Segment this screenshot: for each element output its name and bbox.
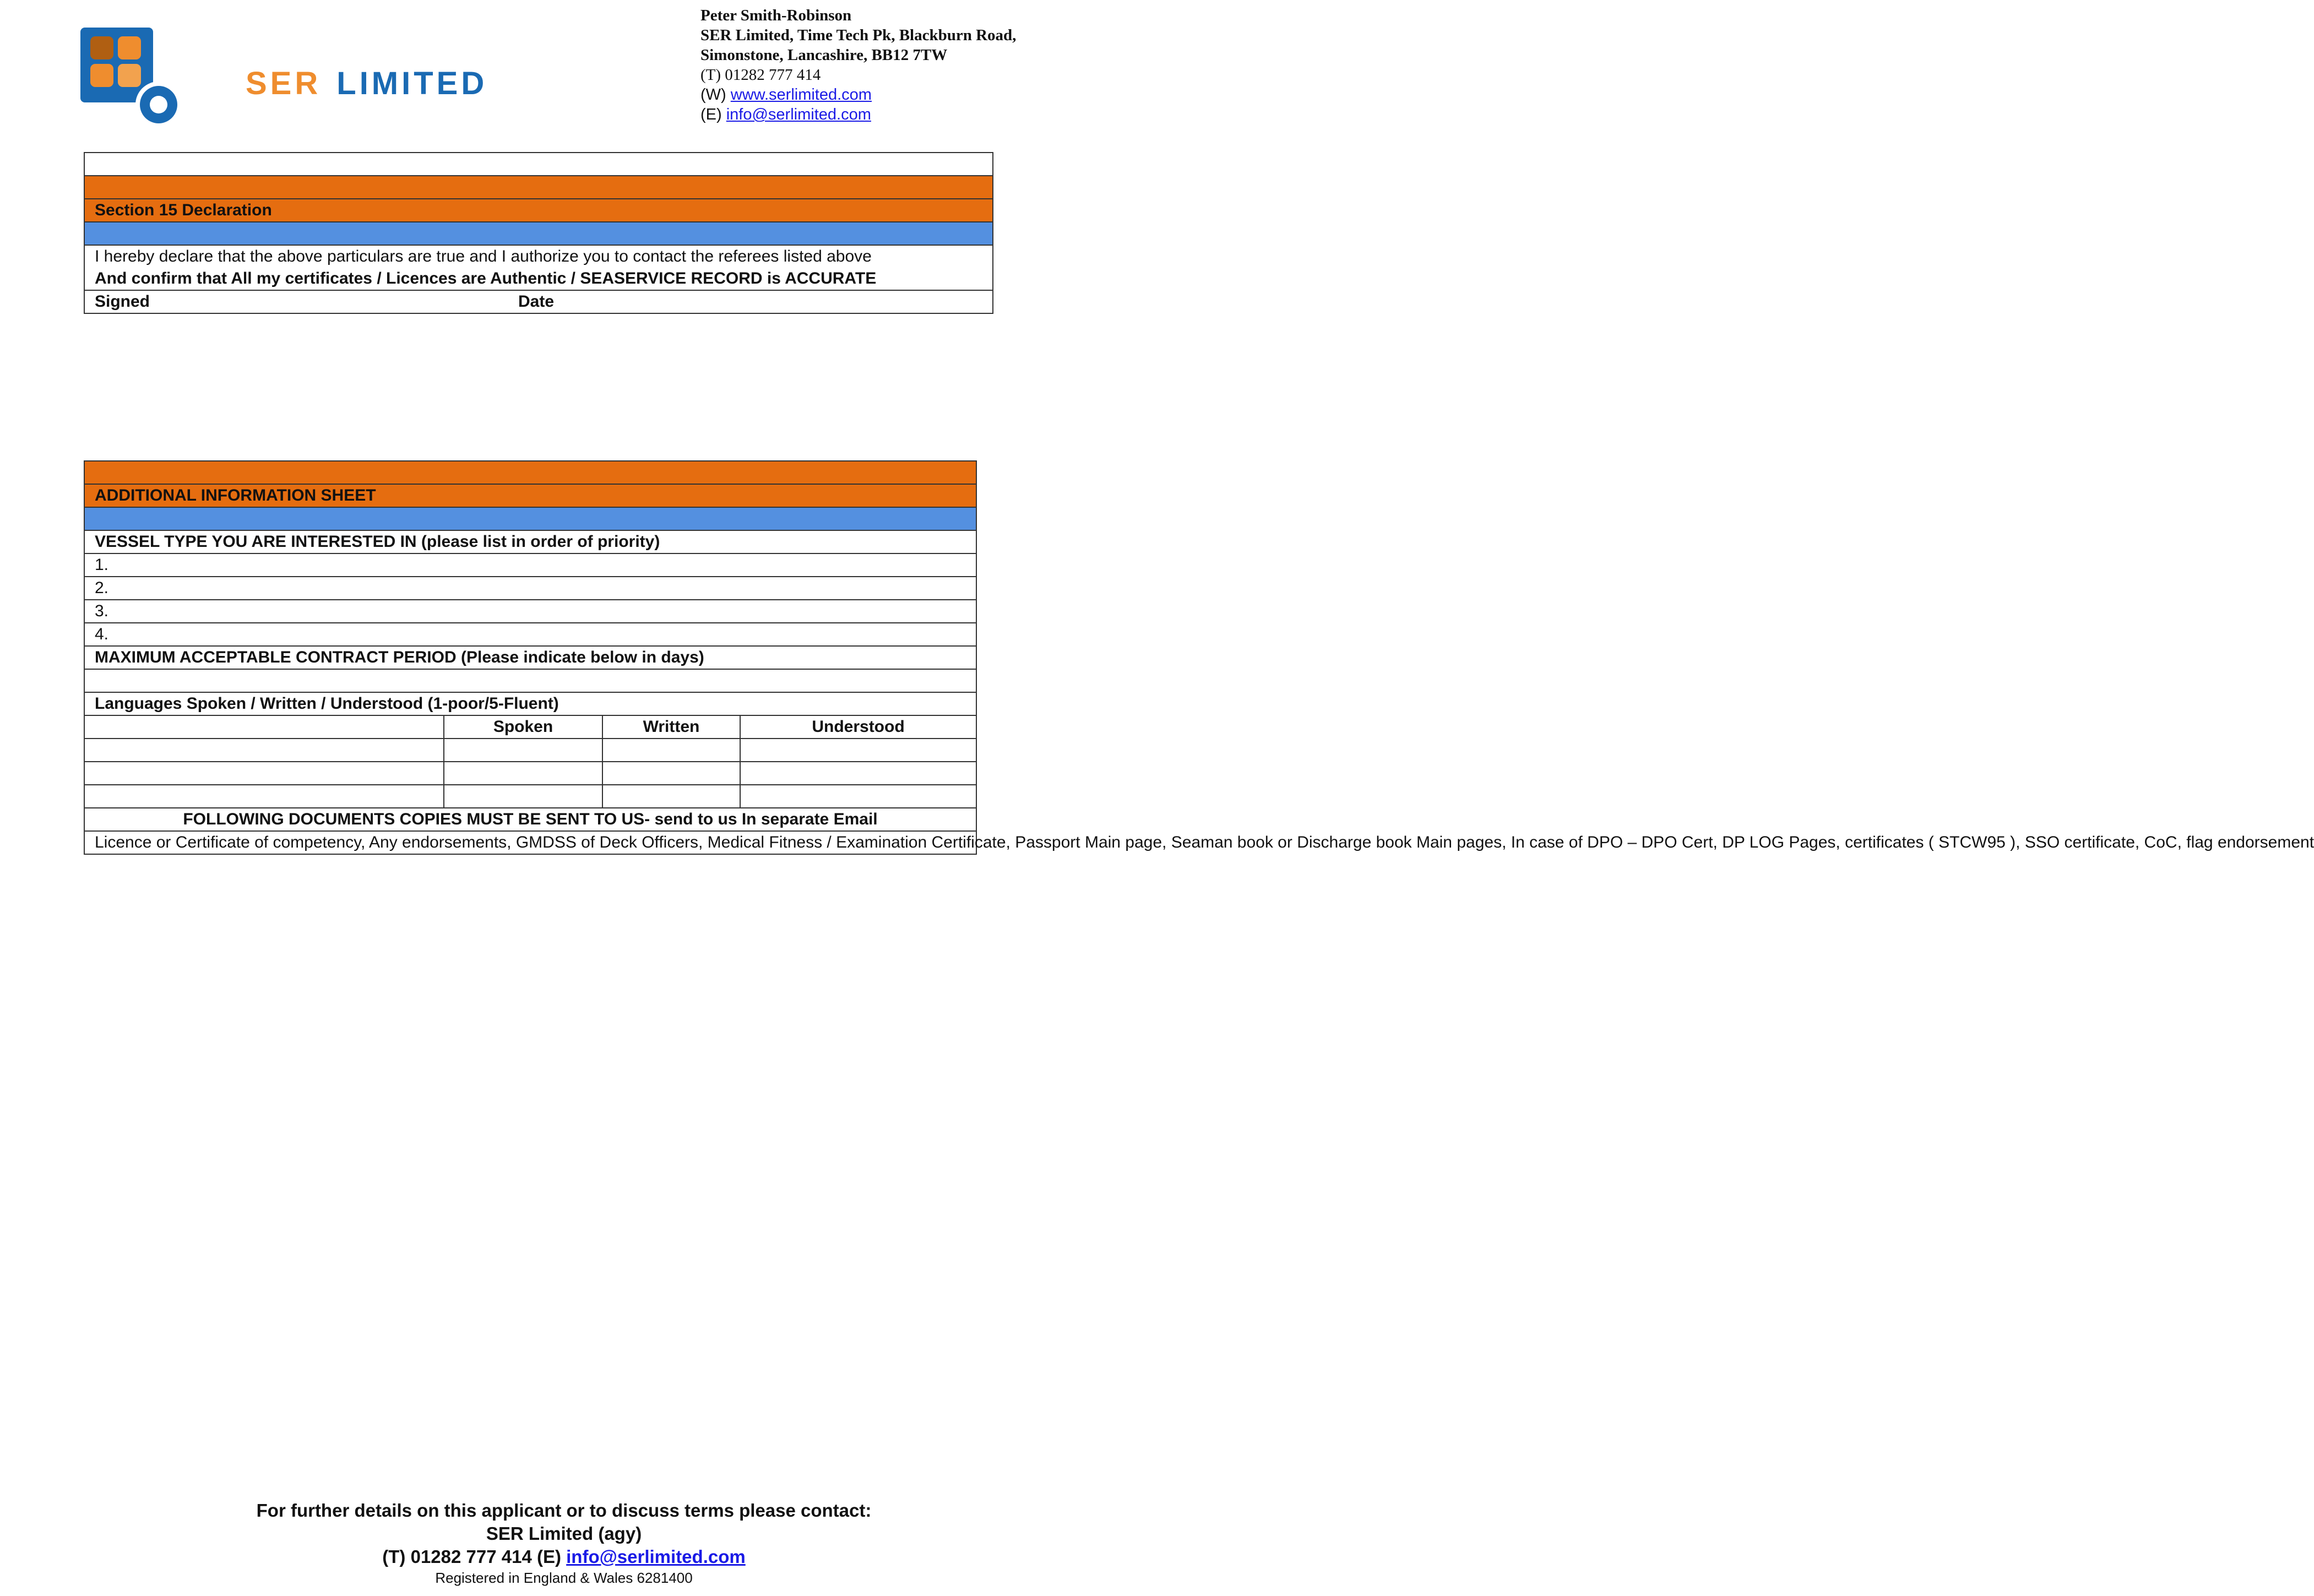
spoken-header: Spoken bbox=[444, 715, 602, 739]
additional-title-row bbox=[84, 484, 976, 507]
orange-band-cell bbox=[84, 176, 993, 199]
declaration-table bbox=[84, 152, 993, 314]
written-field[interactable] bbox=[602, 762, 740, 785]
written-header: Written bbox=[602, 715, 740, 739]
spoken-field[interactable] bbox=[444, 739, 602, 762]
languages-heading-row bbox=[84, 692, 976, 715]
language-name-field[interactable] bbox=[84, 739, 444, 762]
date-field[interactable]: Date bbox=[508, 290, 993, 313]
vessel-heading-row bbox=[84, 530, 976, 553]
vessel-row bbox=[84, 553, 976, 577]
vessel-field-4[interactable]: 4. bbox=[84, 623, 976, 646]
orange-band bbox=[84, 461, 976, 484]
company-logo bbox=[80, 26, 488, 131]
orange-band bbox=[84, 176, 993, 199]
contact-name: Peter Smith-Robinson bbox=[700, 7, 852, 24]
footer-email-link[interactable]: info@serlimited.com bbox=[566, 1546, 746, 1567]
language-row bbox=[84, 739, 976, 762]
website-link[interactable]: www.serlimited.com bbox=[730, 86, 872, 104]
language-name-header bbox=[84, 715, 444, 739]
vessel-row bbox=[84, 577, 976, 600]
documents-heading-row bbox=[84, 808, 976, 831]
vessel-row bbox=[84, 623, 976, 646]
contact-block bbox=[700, 6, 1016, 124]
understood-field[interactable] bbox=[740, 785, 976, 808]
documents-heading: FOLLOWING DOCUMENTS COPIES MUST BE SENT TO US- send to us In separate Email bbox=[84, 808, 976, 831]
footer bbox=[0, 1499, 1128, 1587]
blank-cell[interactable] bbox=[84, 153, 993, 176]
additional-title: ADDITIONAL INFORMATION SHEET bbox=[84, 484, 976, 507]
declaration-title: Section 15 Declaration bbox=[84, 199, 993, 222]
email-link[interactable]: info@serlimited.com bbox=[726, 106, 871, 123]
web-prefix: (W) bbox=[700, 86, 726, 104]
signature-row bbox=[84, 290, 993, 313]
footer-line-2: SER Limited (agy) bbox=[486, 1523, 642, 1544]
footer-line-1: For further details on this applicant or to discuss terms please contact: bbox=[256, 1500, 872, 1521]
additional-info-table bbox=[84, 460, 2314, 855]
languages-heading: Languages Spoken / Written / Understood (1-poor/5-Fluent) bbox=[84, 692, 976, 715]
spoken-field[interactable] bbox=[444, 785, 602, 808]
blue-band bbox=[84, 222, 993, 245]
language-name-field[interactable] bbox=[84, 762, 444, 785]
understood-header: Understood bbox=[740, 715, 976, 739]
blank-row bbox=[84, 153, 993, 176]
vessel-row bbox=[84, 600, 976, 623]
address-line-1: SER Limited, Time Tech Pk, Blackburn Road, bbox=[700, 26, 1017, 44]
declaration-line-1: I hereby declare that the above particulars are true and I authorize you to contact the referees listed above bbox=[95, 247, 872, 265]
declaration-text-cell bbox=[84, 245, 993, 290]
footer-registered: Registered in England & Wales 6281400 bbox=[435, 1570, 693, 1586]
contact-email-line bbox=[700, 105, 1016, 124]
address-line-2: Simonstone, Lancashire, BB12 7TW bbox=[700, 46, 948, 64]
contract-period-field[interactable] bbox=[84, 669, 976, 692]
blue-band bbox=[84, 507, 976, 530]
contact-phone: (T) 01282 777 414 bbox=[700, 66, 821, 84]
logo-ser-text: SER bbox=[246, 66, 322, 101]
email-prefix: (E) bbox=[700, 106, 722, 123]
logo-limited-text: LIMITED bbox=[336, 66, 488, 101]
contact-web-line bbox=[700, 85, 1016, 105]
language-row bbox=[84, 785, 976, 808]
logo-wordmark bbox=[246, 65, 487, 102]
vessel-field-2[interactable]: 2. bbox=[84, 577, 976, 600]
documents-text: Licence or Certificate of competency, Any endorsements, GMDSS of Deck Officers, Medical Fitness / Examination Certificate, Passport Main page, Seaman book or Discharge book Main pages, In case of DPO – DPO Cert, DP LOG Pages, certificates ( STCW95 ), SSO certificate, CoC, flag endorsement bbox=[84, 831, 976, 854]
blue-band-cell bbox=[84, 507, 976, 530]
written-field[interactable] bbox=[602, 739, 740, 762]
written-field[interactable] bbox=[602, 785, 740, 808]
language-name-field[interactable] bbox=[84, 785, 444, 808]
footer-phone: (T) 01282 777 414 (E) bbox=[382, 1546, 561, 1567]
understood-field[interactable] bbox=[740, 739, 976, 762]
signed-field[interactable]: Signed bbox=[84, 290, 508, 313]
vessel-field-1[interactable]: 1. bbox=[84, 553, 976, 577]
vessel-field-3[interactable]: 3. bbox=[84, 600, 976, 623]
languages-header-row bbox=[84, 715, 976, 739]
footer-line-3 bbox=[0, 1545, 1128, 1568]
vessel-heading: VESSEL TYPE YOU ARE INTERESTED IN (please list in order of priority) bbox=[84, 530, 976, 553]
spoken-field[interactable] bbox=[444, 762, 602, 785]
orange-band-cell bbox=[84, 461, 976, 484]
declaration-title-row bbox=[84, 199, 993, 222]
declaration-text-row bbox=[84, 245, 993, 290]
understood-field[interactable] bbox=[740, 762, 976, 785]
blue-band-cell bbox=[84, 222, 993, 245]
contract-heading: MAXIMUM ACCEPTABLE CONTRACT PERIOD (Please indicate below in days) bbox=[84, 646, 976, 669]
declaration-line-2: And confirm that All my certificates / Licences are Authentic / SEASERVICE RECORD is ACCURATE bbox=[95, 269, 877, 287]
language-row bbox=[84, 762, 976, 785]
logo-mark-icon bbox=[80, 26, 191, 131]
contract-heading-row bbox=[84, 646, 976, 669]
contract-row bbox=[84, 669, 976, 692]
documents-text-row bbox=[84, 831, 976, 854]
